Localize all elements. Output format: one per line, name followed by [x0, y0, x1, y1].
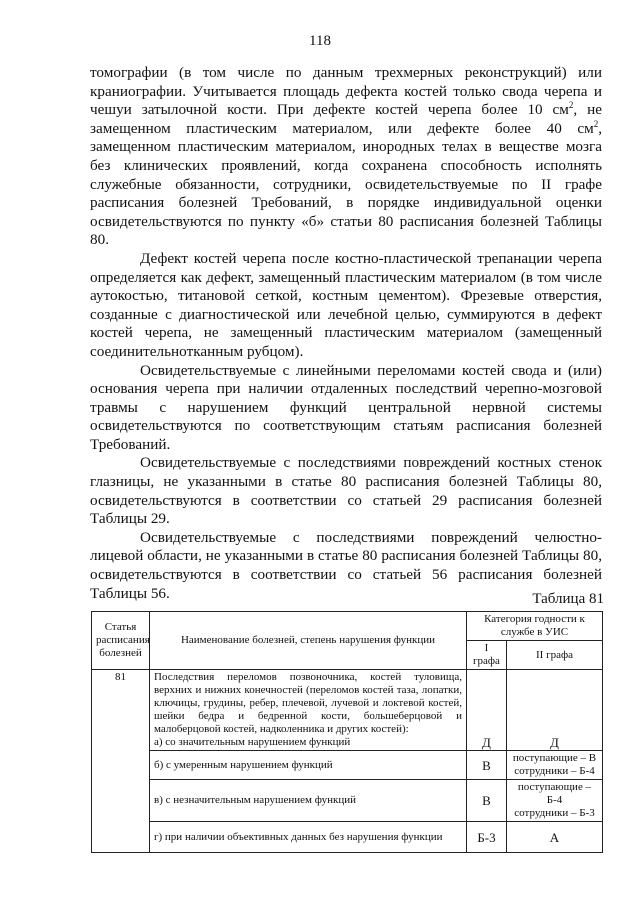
table-row — [92, 822, 603, 853]
paragraph-3: Освидетельствуемые с линейными переломами костей свода и (или) основания черепа при наличии отдаленных последствий черепно-мозговой травмы с нарушением функций центральной нервной системы освидетельствуются по соответствующим статьям расписания болезней Требований. — [90, 361, 602, 453]
table-row — [92, 670, 603, 751]
paragraph-1: томографии (в том числе по данным трехмерных реконструкций) или краниографии. Учитывается площадь дефекта костей только свода черепа и чешуи затылочной кости. При дефекте костей черепа более 10 $см^2$, не замещенном пластическим материалом, или дефекте более 40 $см^2$, замещенном пластическим материалом, инородных телах в веществе мозга без клинических проявлений, когда сохранена способность исполнять служебные обязанности, сотрудники, освидетельствуемые по II графе расписания болезней Требований, в порядке индивидуальной оценки освидетельствуются по пункту «б» статьи 80 расписания болезней Таблицы 80. — [90, 64, 602, 249]
row-b-graph-2: поступающие – В сотрудники – Б-4 — [506, 751, 602, 780]
table-header-row — [92, 612, 603, 641]
table-row — [92, 780, 603, 822]
row-a-graph-2: Д — [506, 670, 602, 751]
row-c-graph-1: В — [466, 780, 506, 822]
header-graph-1: I графа — [466, 641, 506, 670]
row-d-graph-2: А — [506, 822, 602, 853]
paragraph-2: Дефект костей черепа после костно-пластической трепанации черепа определяется как дефект, замещенный пластическим материалом (в том числе аутокостью, титановой сеткой, костным цементом). Фрезевые отверстия, созданные с диагностической или лечебной целью, суммируются в дефект костей черепа, не замещенный пластическим материалом (замещенный соединительнотканным рубцом). — [90, 249, 602, 360]
paragraph-4: Освидетельствуемые с последствиями повреждений костных стенок глазницы, не указанными в статье 80 расписания болезней Таблицы 80, освидетельствуются в соответствии со статьей 29 расписания болезней Таблицы 29. — [90, 454, 602, 528]
row-a-graph-1: Д — [466, 670, 506, 751]
table-caption: Таблица 81 — [532, 591, 604, 607]
superscript: 2 — [568, 100, 574, 111]
header-article: Статья расписания болезней — [92, 612, 150, 670]
header-graph-2: II графа — [506, 641, 602, 670]
row-c-text: в) с незначительным нарушением функций — [150, 780, 467, 822]
row-b-text: б) с умеренным нарушением функций — [150, 751, 467, 780]
article-number: 81 — [92, 670, 150, 853]
row-d-text: г) при наличии объективных данных без нарушения функции — [150, 822, 467, 853]
header-disease: Наименование болезней, степень нарушения функции — [150, 612, 467, 670]
table-81 — [91, 611, 603, 853]
table-row — [92, 751, 603, 780]
header-category: Категория годности к службе в УИС — [466, 612, 602, 641]
body-text — [90, 64, 602, 603]
paragraph-5: Освидетельствуемые с последствиями повреждений челюстно-лицевой области, не указанными в статье 80 расписания болезней Таблицы 80, освидетельствуются в соответствии со статьей 56 расписания болезней Таблицы 56. — [90, 528, 602, 602]
page-number: 118 — [309, 33, 331, 49]
superscript: 2 — [593, 118, 599, 129]
row-description: Последствия переломов позвоночника, костей туловища, верхних и нижних конечностей (переломов костей таза, лопатки, ключицы, грудины, ребер, плечевой, лучевой и локтевой костей, шейки бедра и бедренной кости, большеберцовой и малоберцовой костей, надколенника и других костей): а) со значительным нарушением функций — [150, 670, 467, 751]
row-d-graph-1: Б-3 — [466, 822, 506, 853]
row-b-graph-1: В — [466, 751, 506, 780]
row-c-graph-2: поступающие – Б-4 сотрудники – Б-3 — [506, 780, 602, 822]
